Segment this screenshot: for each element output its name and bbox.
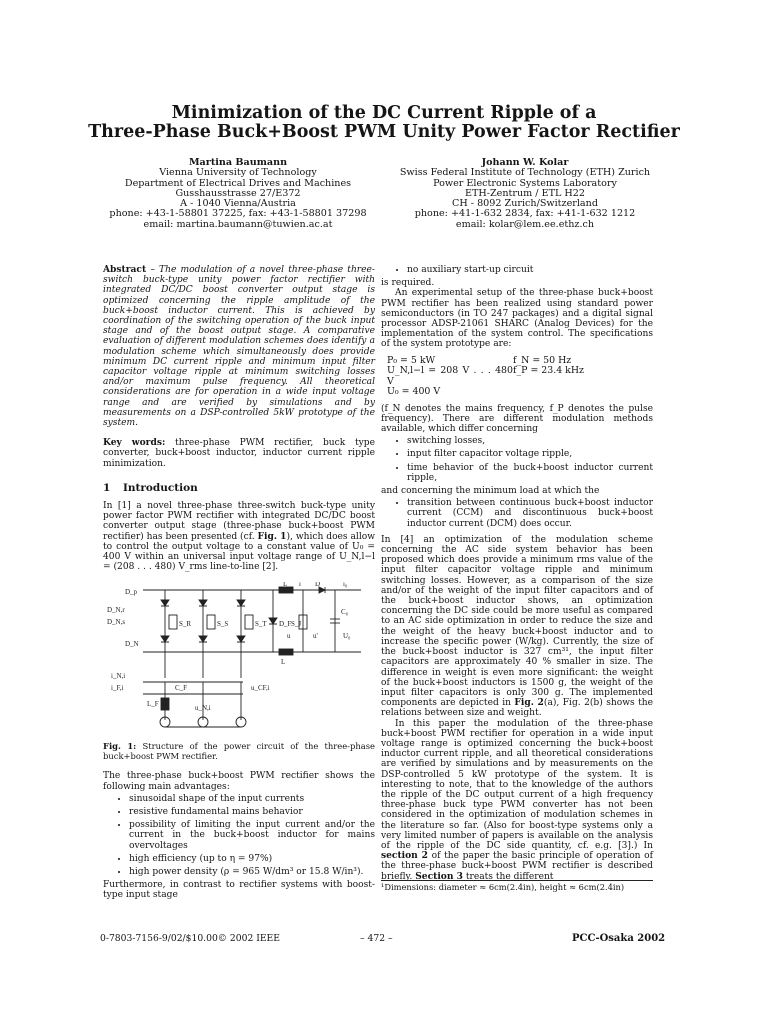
paragraph-this-paper [381,719,653,882]
specs-table [381,356,653,398]
label-dnr: D_N,r [107,606,125,615]
list-item: • time behavior of the buck+boost inductor current ripple, [407,463,653,483]
section-ref-link[interactable]: Section 3 [415,870,463,882]
label-ucfi: u_CF,i [251,684,270,693]
spec-value [513,387,633,398]
spec-value: U_N,l−l = 208 V . . . 480 V [387,365,513,387]
intro-text: ), which does allow to control the output voltage to a constant value of U₀ = 400 V within an universal input voltage range of U_N,l−l = (208 . . . 480) V_rms line-to-line [2]. [103,531,376,573]
list-item: • sinusoidal shape of the input currents [129,794,375,804]
author-block-2 [380,158,670,230]
title-line-2: Three-Phase Buck+Boost PWM Unity Power Factor Rectifier [88,122,680,142]
author-phone: phone: +43-1-58801 37225, fax: +43-1-58801 37298 [109,208,367,220]
list-item: • high efficiency (up to η = 97%) [129,854,375,864]
label-lf: L_F [147,700,159,709]
abstract [103,265,375,428]
footer-conference: PCC-Osaka 2002 [572,933,666,944]
label-uprime: u' [313,632,318,641]
author-name: Johann W. Kolar [481,157,569,168]
paragraph-text: (a), Fig. 2(b) shows the relations between size and weight. [381,698,653,719]
circuit-diagram [103,582,373,740]
spec-value: P₀ = 5 kW [387,354,436,366]
label-ss: S_S [217,620,229,629]
author-address: Gusshausstrasse 27/E372 [175,187,301,199]
list-item: • input filter capacitor voltage ripple, [407,449,653,459]
title-line-1: Minimization of the DC Current Ripple of a [171,103,597,123]
section-ref-link[interactable]: section 2 [381,850,428,862]
abstract-label: Abstract [103,264,147,275]
required-text: is required. [381,278,435,289]
paragraph-optimization [381,535,653,719]
author-affiliation: Swiss Federal Institute of Technology (ETH) Zurich [399,167,651,179]
list-item: • possibility of limiting the input current and/or the current in the buck+boost inductor for mains overvoltages [129,820,375,851]
author-affiliation: Department of Electrical Drives and Machines [124,177,352,189]
label-io: i₀ [343,582,348,589]
figure-caption-label: Fig. 1: [103,741,137,752]
list-item: • resistive fundamental mains behavior [129,807,375,817]
right-column [381,265,653,882]
footnote: ¹Dimensions: diameter ≈ 6cm(2.4in), height ≈ 6cm(2.4in) [381,880,653,892]
figure-caption [103,742,375,761]
author-name: Martina Baumann [188,157,288,168]
author-address: A - 1040 Vienna/Austria [180,198,296,210]
spec-value: f_P = 23.4 kHz [513,365,584,377]
left-column [103,265,375,901]
section-heading-introduction [103,483,375,493]
author-block-1 [93,158,383,230]
list-item: • high power density (ρ = 965 W/dm³ or 15.8 W/in³). [129,867,375,877]
min-load-text: and concerning the minimum load at which the [381,486,600,497]
label-cf: C_F [175,684,188,693]
author-affiliation: Vienna University of Technology [159,167,317,179]
label-d: D [315,582,321,589]
paragraph-text: In this paper the modulation of the three-phase buck+boost PWM rectifier for operation in a wide input voltage range is optimized concerning the buck+boost inductor current ripple, and all theoretical considerations are verified by simulations and by measurements on the DSP-controlled 5 kW prototype of the system. It is interesting to note, that to the knowledge of the authors the ripple of the DC output current of a high frequency three-phase buck type PWM converter has not been considered in the optimization of modulation schemes in the literature so far. (Also for boost-type systems only a very limited number of papers is available on the analysis of the ripple of the DC side quantity, cf. e.g. [3].) In [381,718,653,851]
setup-paragraph: An experimental setup of the three-phase buck+boost PWM rectifier has been realized using standard power semiconductors (in TO 247 packages) and a digital signal processor ADSP-21061 SHARC (Analog Devices) for the implementation of the system control. The specifications of the system prototype are: [381,288,653,350]
label-co: C₀ [341,608,349,617]
figure-caption-text: Structure of the power circuit of the three-phase buck+boost PWM rectifier. [103,741,376,761]
list-item: • transition between continuous buck+boost inductor current (CCM) and discontinuous buck+boost inductor current (DCM) does occur. [407,498,653,529]
keywords-label: Key words: [103,437,166,449]
author-address: CH - 8092 Zurich/Switzerland [452,198,598,210]
label-dp: D_p [125,588,138,597]
advantages-list [103,794,375,877]
author-email[interactable]: email: kolar@lem.ee.ethz.ch [455,218,595,230]
label-u: u [287,632,291,641]
paragraph-text: of the paper the basic principle of operation of the three-phase buck+boost PWM rectifier is described briefly. [381,851,653,882]
section-number: 1 [103,481,111,494]
aux-list [381,265,653,275]
freewheel-diode [269,618,277,624]
keywords [103,438,375,469]
label-df: D_F [279,620,292,629]
concerning-list [381,436,653,483]
label-sr: S_R [179,620,192,629]
keywords-text: three-phase PWM rectifier, buck type converter, buck+boost inductor, inductor current ripple minimization. [103,438,375,469]
paper-title [60,104,708,142]
author-affiliation: Power Electronic Systems Laboratory [433,177,617,189]
spec-value: f_N = 50 Hz [513,354,572,366]
label-i: i [299,582,301,589]
label-l-bottom: L [281,658,286,667]
section-title: Introduction [123,481,198,494]
inductor-bottom [279,649,293,655]
figure-ref-link[interactable]: Fig. 2 [514,697,544,709]
paragraph-text: In [4] an optimization of the modulation scheme concerning the AC side system behavior has been proposed which does provide a minimum rms value of the input filter capacitor voltage ripple and minimum switching losses. However, as a comparison of the size and/or of the weight of the input filter capacitors and of the buck+boost inductor shows, an optimization concerning the DC side could be more useful as compared to an AC side optimization in order to reduce the size and the weight of the heavy buck+boost inductor and to increase the specific power (W/kg). Currently, the size of the buck+boost inductor is 327 cm³¹, the input filter capacitors are approximately 40 % smaller in size. The difference in weight is even more significant: the weight of the buck+boost inductors is 1500 g, the weight of the input filter capacitors is only 300 g. The implemented components are depicted in [381,534,653,709]
transition-list [381,498,653,529]
spec-value: U₀ = 400 V [387,386,441,398]
furthermore-text: Furthermore, in contrast to rectifier systems with boost-type input stage [103,880,375,901]
paragraph-text: treats the different [462,871,554,882]
filter-inductor [161,698,169,710]
list-item: • switching losses, [407,436,653,446]
footer-copyright: 0-7803-7156-9/02/$10.00© 2002 IEEE [100,933,280,944]
label-l-top: L [283,582,288,589]
abstract-text: – The modulation of a novel three-phase three-switch buck-type unity power factor rectifier with integrated DC/DC boost converter output stage is optimized concerning the ripple amplitude of the buck+boost inductor current. This is achieved by coordination of the switching operation of the buck input stage and of the boost output stage. A comparative evaluation of different modulation schemes does identify a modulation scheme which simultaneously does provide minimum DC current ripple and minimum input filter capacitor voltage ripple at minimum switching losses and/or maximum pulse frequency. All theoretical considerations are for operation in a wide input voltage range and are verified by simulations and by measurements on a DSP-controlled 5kW prototype of the system. [103,265,375,429]
list-item: • no auxiliary start-up circuit [407,265,653,275]
figure-ref-link[interactable]: Fig. 1 [257,530,287,542]
label-sj: S_J [291,620,302,629]
circuit-figure [103,582,375,742]
label-dns: D_N,s [107,618,126,627]
frequency-note: (f_N denotes the mains frequency, f_P denotes the pulse frequency). There are different modulation methods available, which differ concerning [381,403,653,435]
label-uni: u_N,i [195,704,211,713]
intro-paragraph [103,501,375,572]
label-dn: D_N [125,640,139,649]
advantages-intro: The three-phase buck+boost PWM rectifier shows the following main advantages: [103,771,375,792]
label-uo: U₀ [343,632,351,641]
label-ifi: i_F,i [111,684,124,693]
author-address: ETH-Zentrum / ETL H22 [465,187,585,199]
label-ini: i_N,i [111,672,126,681]
label-st: S_T [255,620,267,629]
footer-page-number: – 472 – [360,933,393,944]
intro-text: In [1] a novel three-phase three-switch buck-type unity power factor PWM rectifier with integrated DC/DC boost converter output stage (three-phase buck+boost PWM rectifier) has been presented (cf. [103,501,375,542]
author-email[interactable]: email: martina.baumann@tuwien.ac.at [143,218,333,230]
author-phone: phone: +41-1-632 2834, fax: +41-1-632 1212 [414,208,636,220]
